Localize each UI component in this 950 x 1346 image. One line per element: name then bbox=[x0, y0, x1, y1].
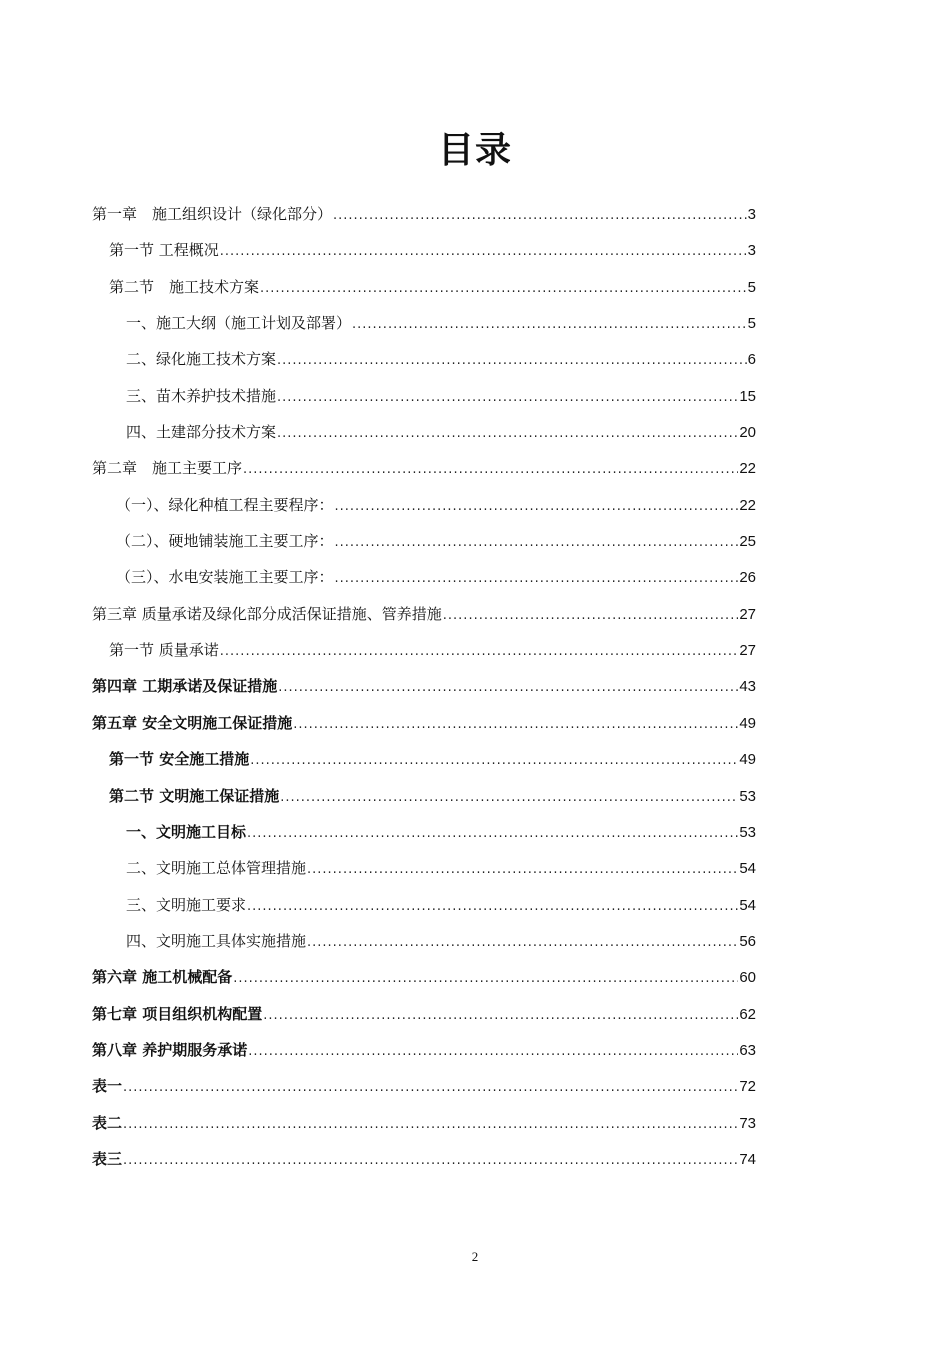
toc-entry[interactable] bbox=[92, 1105, 756, 1141]
toc-leader-dots bbox=[263, 998, 738, 1034]
toc-entry-text: 第二节 文明施工保证措施 bbox=[109, 786, 280, 805]
toc-entry-text: 第四章 工期承诺及保证措施 bbox=[92, 677, 278, 696]
toc-entry-text: 表二 bbox=[92, 1113, 123, 1132]
toc-entry-page: 25 bbox=[739, 533, 756, 551]
toc-entry-page: 62 bbox=[739, 1005, 756, 1023]
toc-entry-text: 第七章 项目组织机构配置 bbox=[92, 1004, 263, 1023]
toc-entry[interactable] bbox=[92, 1032, 756, 1068]
toc-leader-dots bbox=[335, 561, 739, 597]
toc-entry-page: 63 bbox=[739, 1041, 756, 1059]
toc-entry-page: 53 bbox=[739, 787, 756, 805]
toc-leader-dots bbox=[123, 1070, 738, 1106]
toc-entry-text: 第一节 安全施工措施 bbox=[109, 750, 250, 769]
toc-leader-dots bbox=[233, 961, 738, 997]
toc-entry-text: （二）、硬地铺装施工主要工序： bbox=[116, 532, 334, 551]
toc-leader-dots bbox=[333, 198, 747, 234]
toc-entry[interactable] bbox=[92, 1141, 756, 1177]
toc-leader-dots bbox=[293, 707, 738, 743]
toc-entry-page: 27 bbox=[739, 605, 756, 623]
toc-entry-text: 表三 bbox=[92, 1149, 123, 1168]
toc-entry-page: 74 bbox=[739, 1150, 756, 1168]
toc-entry-page: 6 bbox=[747, 351, 756, 369]
toc-entry[interactable] bbox=[92, 705, 756, 741]
toc-entry[interactable] bbox=[92, 269, 756, 305]
toc-entry-text: 四、文明施工具体实施措施 bbox=[126, 931, 307, 950]
toc-entry[interactable] bbox=[92, 305, 756, 341]
toc-entry-page: 53 bbox=[739, 823, 756, 841]
toc-leader-dots bbox=[247, 889, 738, 925]
toc-entry-page: 56 bbox=[739, 932, 756, 950]
toc-leader-dots bbox=[250, 743, 738, 779]
toc-entry[interactable] bbox=[92, 996, 756, 1032]
toc-entry[interactable] bbox=[92, 378, 756, 414]
toc-entry-text: 一、施工大纲（施工计划及部署） bbox=[126, 314, 352, 333]
toc-entry-page: 5 bbox=[747, 278, 756, 296]
toc-entry-text: 第三章 质量承诺及绿化部分成活保证措施、管养措施 bbox=[92, 604, 442, 623]
toc-leader-dots bbox=[278, 670, 738, 706]
toc-entry-page: 54 bbox=[739, 896, 756, 914]
toc-leader-dots bbox=[335, 489, 739, 525]
toc-entry[interactable] bbox=[92, 632, 756, 668]
toc-entry-text: 三、苗木养护技术措施 bbox=[126, 386, 277, 405]
toc-leader-dots bbox=[123, 1143, 738, 1179]
toc-entry[interactable] bbox=[92, 414, 756, 450]
toc-entry[interactable] bbox=[92, 668, 756, 704]
toc-leader-dots bbox=[243, 452, 738, 488]
toc-entry[interactable] bbox=[92, 887, 756, 923]
toc-entry[interactable] bbox=[92, 450, 756, 486]
toc-entry-text: 第八章 养护期服务承诺 bbox=[92, 1040, 248, 1059]
toc-leader-dots bbox=[248, 1034, 738, 1070]
toc-leader-dots bbox=[277, 343, 747, 379]
toc-entry[interactable] bbox=[92, 814, 756, 850]
toc-entry-page: 22 bbox=[739, 460, 756, 478]
toc-entry-text: 二、文明施工总体管理措施 bbox=[126, 859, 307, 878]
toc-leader-dots bbox=[123, 1107, 738, 1143]
toc-leader-dots bbox=[220, 234, 747, 270]
toc-entry-page: 5 bbox=[747, 315, 756, 333]
toc-entry-text: 第五章 安全文明施工保证措施 bbox=[92, 713, 293, 732]
toc-entry[interactable] bbox=[92, 196, 756, 232]
toc-entry[interactable] bbox=[92, 487, 756, 523]
toc-entry-text: 第一节 工程概况 bbox=[109, 241, 219, 260]
toc-entry-page: 15 bbox=[739, 387, 756, 405]
toc-entry-page: 72 bbox=[739, 1078, 756, 1096]
toc-entry[interactable] bbox=[92, 741, 756, 777]
toc-entry[interactable] bbox=[92, 850, 756, 886]
toc-entry[interactable] bbox=[92, 232, 756, 268]
toc-leader-dots bbox=[260, 271, 747, 307]
toc-entry[interactable] bbox=[92, 559, 756, 595]
toc-entry[interactable] bbox=[92, 959, 756, 995]
toc-entry-text: 第六章 施工机械配备 bbox=[92, 968, 233, 987]
toc-entry-text: （三）、水电安装施工主要工序： bbox=[116, 568, 334, 587]
toc-entry-text: 第二章 施工主要工序 bbox=[92, 459, 243, 478]
toc-entry-page: 60 bbox=[739, 969, 756, 987]
toc-entry[interactable] bbox=[92, 523, 756, 559]
toc-leader-dots bbox=[352, 307, 747, 343]
toc-leader-dots bbox=[220, 634, 739, 670]
toc-entry-text: 三、文明施工要求 bbox=[126, 895, 247, 914]
toc-entry-page: 3 bbox=[747, 206, 756, 223]
page-title: 目录 bbox=[437, 130, 512, 171]
toc-entry-page: 43 bbox=[739, 678, 756, 696]
toc-leader-dots bbox=[443, 598, 739, 634]
toc-entry-text: 第一节 质量承诺 bbox=[109, 641, 219, 660]
toc-entry-text: 四、土建部分技术方案 bbox=[126, 423, 277, 442]
toc-entry-page: 73 bbox=[739, 1114, 756, 1132]
toc-entry[interactable] bbox=[92, 1068, 756, 1104]
toc-entry-text: 一、文明施工目标 bbox=[126, 822, 247, 841]
toc-entry-text: 第二节 施工技术方案 bbox=[109, 277, 260, 296]
page-number: 2 bbox=[471, 1249, 479, 1264]
toc-leader-dots bbox=[307, 852, 738, 888]
toc-entry-page: 20 bbox=[739, 424, 756, 442]
toc-entry-page: 49 bbox=[739, 751, 756, 769]
toc-entry-text: 第一章 施工组织设计（绿化部分） bbox=[92, 205, 333, 223]
toc-leader-dots bbox=[307, 925, 738, 961]
toc-leader-dots bbox=[280, 780, 738, 816]
toc-entry-text: 二、绿化施工技术方案 bbox=[126, 350, 277, 369]
toc-entry-page: 49 bbox=[739, 714, 756, 732]
toc-entry-page: 22 bbox=[739, 496, 756, 514]
toc-leader-dots bbox=[247, 816, 738, 852]
toc-entry-page: 3 bbox=[747, 242, 756, 260]
toc-entry[interactable] bbox=[92, 778, 756, 814]
toc-leader-dots bbox=[335, 525, 739, 561]
toc-entry-text: 表一 bbox=[92, 1077, 123, 1096]
toc-leader-dots bbox=[277, 416, 738, 452]
toc-entry[interactable] bbox=[92, 923, 756, 959]
toc-entry[interactable] bbox=[92, 596, 756, 632]
toc-entry-page: 54 bbox=[739, 860, 756, 878]
toc-entry-page: 27 bbox=[739, 642, 756, 660]
toc-entry-page: 26 bbox=[739, 569, 756, 587]
toc-entry-text: （一）、绿化种植工程主要程序： bbox=[116, 495, 334, 514]
toc-leader-dots bbox=[277, 380, 738, 416]
table-of-contents bbox=[92, 196, 756, 1177]
toc-entry[interactable] bbox=[92, 341, 756, 377]
